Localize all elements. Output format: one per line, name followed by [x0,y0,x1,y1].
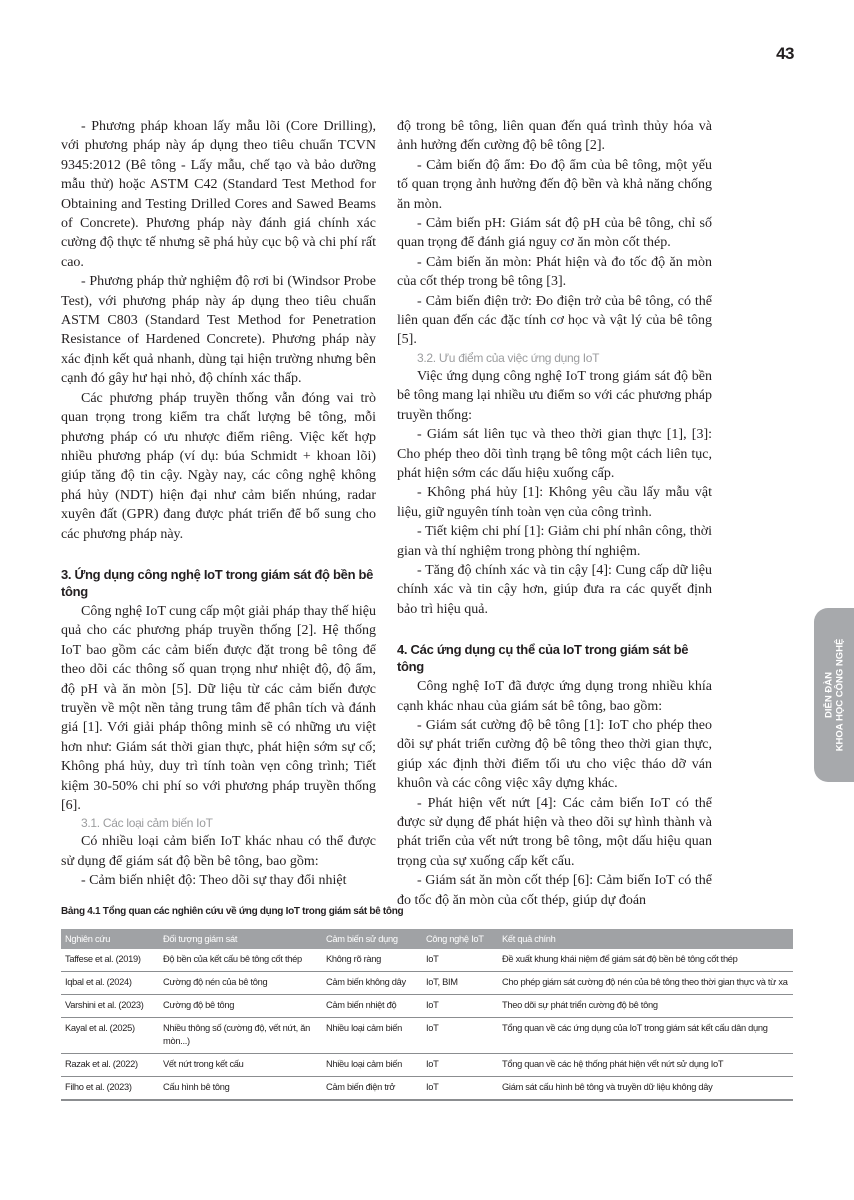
paragraph: - Cảm biến nhiệt độ: Theo dõi sự thay đổi nhiệt [81,873,347,889]
table-cell: Varshini et al. (2023) [65,1000,144,1010]
section-heading: 3. Ứng dụng công nghệ IoT trong giám sát độ bền bê tông [61,566,374,599]
table-row [61,995,793,1018]
side-tab-label [823,639,845,752]
paragraph: - Tăng độ chính xác và tin cậy [4]: Cung cấp dữ liệu chính xác và tin cậy hơn, giúp đưa ra các quyết định bảo trì hiệu quả. [397,562,712,617]
table-row [61,1054,793,1077]
side-tab-line-2: KHOA HỌC CÔNG NGHỆ [834,638,846,752]
table-cell: IoT, BIM [426,977,458,987]
table-cell: IoT [426,1023,439,1033]
table-cell: Kayal et al. (2025) [65,1023,135,1033]
table-cell: Cho phép giám sát cường độ nén của bê tông theo thời gian thực và từ xa [502,977,788,987]
paragraph: - Cảm biến điện trở: Đo điện trở của bê tông, có thể liên quan đến các đặc tính cơ học và vật lý của bê tông [5]. [397,293,712,348]
table-cell: Cường độ nén của bê tông [163,977,268,987]
table-row [61,972,793,995]
column-header: Nghiên cứu [61,929,159,949]
table-cell: IoT [426,1059,439,1069]
table-cell: IoT [426,954,439,964]
paragraph: - Giám sát liên tục và theo thời gian thực [1], [3]: Cho phép theo dõi tình trạng bê tông một cách liên tục, phát hiện sớm các dấu hiệu xuống cấp. [397,427,712,481]
table-cell: Không rõ ràng [326,954,382,964]
table-caption: Bảng 4.1 Tổng quan các nghiên cứu về ứng dụng IoT trong giám sát bê tông [61,906,404,917]
paragraph: - Không phá hủy [1]: Không yêu cầu lấy mẫu vật liệu, giữ nguyên tính toàn vẹn của công trình. [397,485,712,520]
paragraph: - Cảm biến ăn mòn: Phát hiện và đo tốc độ ăn mòn của cốt thép trong bê tông [3]. [397,254,712,290]
table-row [61,1018,793,1054]
table-cell: Cảm biến không dây [326,977,406,987]
paragraph: - Cảm biến độ ẩm: Đo độ ẩm của bê tông, một yếu tố quan trọng ảnh hưởng đến độ bền và khả năng chống ăn mòn. [397,157,712,212]
paragraph: - Phương pháp thử nghiệm độ rơi bi (Windsor Probe Test), với phương pháp này áp dụng theo tiêu chuẩn ASTM C803 (Standard Test Method for Penetration Resistance of Hardened Concrete). Phương pháp này xác định kết quả nhanh, dùng tại hiện trường nhưng bên cạnh đó gây hư hại nhỏ, độ chính xác thấp. [61,274,376,387]
paragraph: Các phương pháp truyền thống vẫn đóng vai trò quan trọng trong kiểm tra chất lượng bê tông, mỗi phương pháp có ưu nhược điểm riêng. Việc kết hợp nhiều phương pháp (ví dụ: búa Schmidt + khoan lõi) giúp tăng độ tin cậy. Ngày nay, các công nghệ không phá hủy (NDT) hiện đại như cảm biến nhúng, radar xuyên đất (GPR) đang được phát triển để bổ sung cho các phương pháp này. [61,390,376,542]
right-column [397,117,712,910]
table-cell: Cảm biến nhiệt độ [326,1000,397,1010]
subsection-heading: 3.2. Ưu điểm của việc ứng dụng IoT [417,350,600,365]
table-cell: Đề xuất khung khái niệm để giám sát độ bền bê tông cốt thép [502,954,738,964]
table-cell: Tổng quan về các hệ thống phát hiện vết nứt sử dụng IoT [502,1059,724,1069]
paragraph: - Phương pháp khoan lấy mẫu lõi (Core Drilling), với phương pháp này áp dụng theo tiêu chuẩn TCVN 9345:2012 (Bê tông - Lấy mẫu, chế tạo và bảo dưỡng mẫu thử) hoặc ASTM C42 (Standard Test Method for Obtaining and Testing Drilled Cores and Sawed Beams of Concrete). Phương pháp này đánh giá chính xác cường độ thực tế nhưng sẽ phá hủy cục bộ và chi phí rất cao. [61,119,376,270]
paragraph: - Giám sát ăn mòn cốt thép [6]: Cảm biến IoT có thể đo tốc độ ăn mòn của cốt thép, giúp dự đoán [397,873,712,908]
table-cell: Theo dõi sự phát triển cường độ bê tông [502,1000,658,1010]
left-column [61,117,376,891]
paragraph: - Cảm biến pH: Giám sát độ pH của bê tông, chỉ số quan trọng để đánh giá nguy cơ ăn mòn cốt thép. [397,216,712,251]
paragraph: độ trong bê tông, liên quan đến quá trình thủy hóa và ảnh hưởng đến cường độ bê tông [2]. [397,119,712,154]
column-header: Đối tượng giám sát [159,929,322,949]
section-heading: 4. Các ứng dụng cụ thể của IoT trong giám sát bê tông [397,642,689,675]
table-cell: IoT [426,1000,439,1010]
column-header: Cảm biến sử dụng [322,929,422,949]
side-tab-line-1: DIỄN ĐÀN [823,672,835,718]
paragraph: Công nghệ IoT cung cấp một giải pháp thay thế hiệu quả cho các phương pháp truyền thống [2]. Hệ thống IoT bao gồm các cảm biến được đặt trong bê tông để theo dõi các thông số quan trọng như nhiệt độ, độ ẩm, độ pH và ăn mòn [5]. Dữ liệu từ các cảm biến được truyền về một nền tảng trung tâm để phân tích và đánh giá [1]. Với giải pháp thông minh sẽ có những ưu việt hơn như: Giám sát thời gian thực, phát hiện sớm sự cố; Không phá hủy, duy trì tính toàn vẹn công trình; Tiết kiệm 30-50% chi phí so với phương pháp truyền thống [6]. [61,603,376,813]
paragraph: Việc ứng dụng công nghệ IoT trong giám sát độ bền bê tông mang lại nhiều ưu điểm so với các phương pháp truyền thống: [397,368,712,423]
paragraph: - Phát hiện vết nứt [4]: Các cảm biến IoT có thể được sử dụng để phát hiện và theo dõi sự hình thành và phát triển của vết nứt trong bê tông, một dấu hiệu quan trọng của sự xuống cấp kết cấu. [397,795,712,869]
table-cell: Giám sát cấu hình bê tông và truyền dữ liệu không dây [502,1082,713,1092]
table-cell: Độ bền của kết cấu bê tông cốt thép [163,954,302,964]
paragraph: - Tiết kiệm chi phí [1]: Giảm chi phí nhân công, thời gian và thí nghiệm trong phòng thí nghiệm. [397,524,712,559]
paragraph: - Giám sát cường độ bê tông [1]: IoT cho phép theo dõi sự phát triển cường độ bê tông theo thời gian thực, giúp xác định thời điểm tối ưu cho việc tháo dỡ ván khuôn và các công việc xây dựng khác. [397,717,712,792]
table-row [61,949,793,972]
table-cell: Taffese et al. (2019) [65,954,141,964]
table-header-row [61,929,793,949]
subsection-heading: 3.1. Các loại cảm biến IoT [81,816,213,831]
table-cell: Cấu hình bê tông [163,1082,230,1092]
table-cell: Cảm biến điện trở [326,1082,396,1092]
table-cell: IoT [426,1082,439,1092]
table-cell: Nhiều loại cảm biến [326,1023,402,1033]
table-cell: Iqbal et al. (2024) [65,977,132,987]
table-cell: Cường độ bê tông [163,1000,235,1010]
column-header: Kết quả chính [498,929,793,949]
paragraph: Công nghệ IoT đã được ứng dụng trong nhiều khía cạnh khác nhau của giám sát bê tông, bao gồm: [397,679,712,714]
table-row [61,1077,793,1101]
column-header: Công nghệ IoT [422,929,498,949]
studies-table [61,929,793,1101]
table-cell: Vết nứt trong kết cấu [163,1059,244,1069]
section-side-tab [814,608,854,782]
table-cell: Nhiều loại cảm biến [326,1059,402,1069]
table-cell: Razak et al. (2022) [65,1059,138,1069]
table-cell: Nhiều thông số (cường độ, vết nứt, ăn mòn...) [163,1023,310,1046]
table-cell: Tổng quan về các ứng dụng của IoT trong giám sát kết cấu dân dụng [502,1023,768,1033]
page-number: 43 [776,44,794,63]
table-cell: Filho et al. (2023) [65,1082,132,1092]
paragraph: Có nhiều loại cảm biến IoT khác nhau có thể được sử dụng để giám sát độ bền bê tông, bao gồm: [61,834,376,869]
